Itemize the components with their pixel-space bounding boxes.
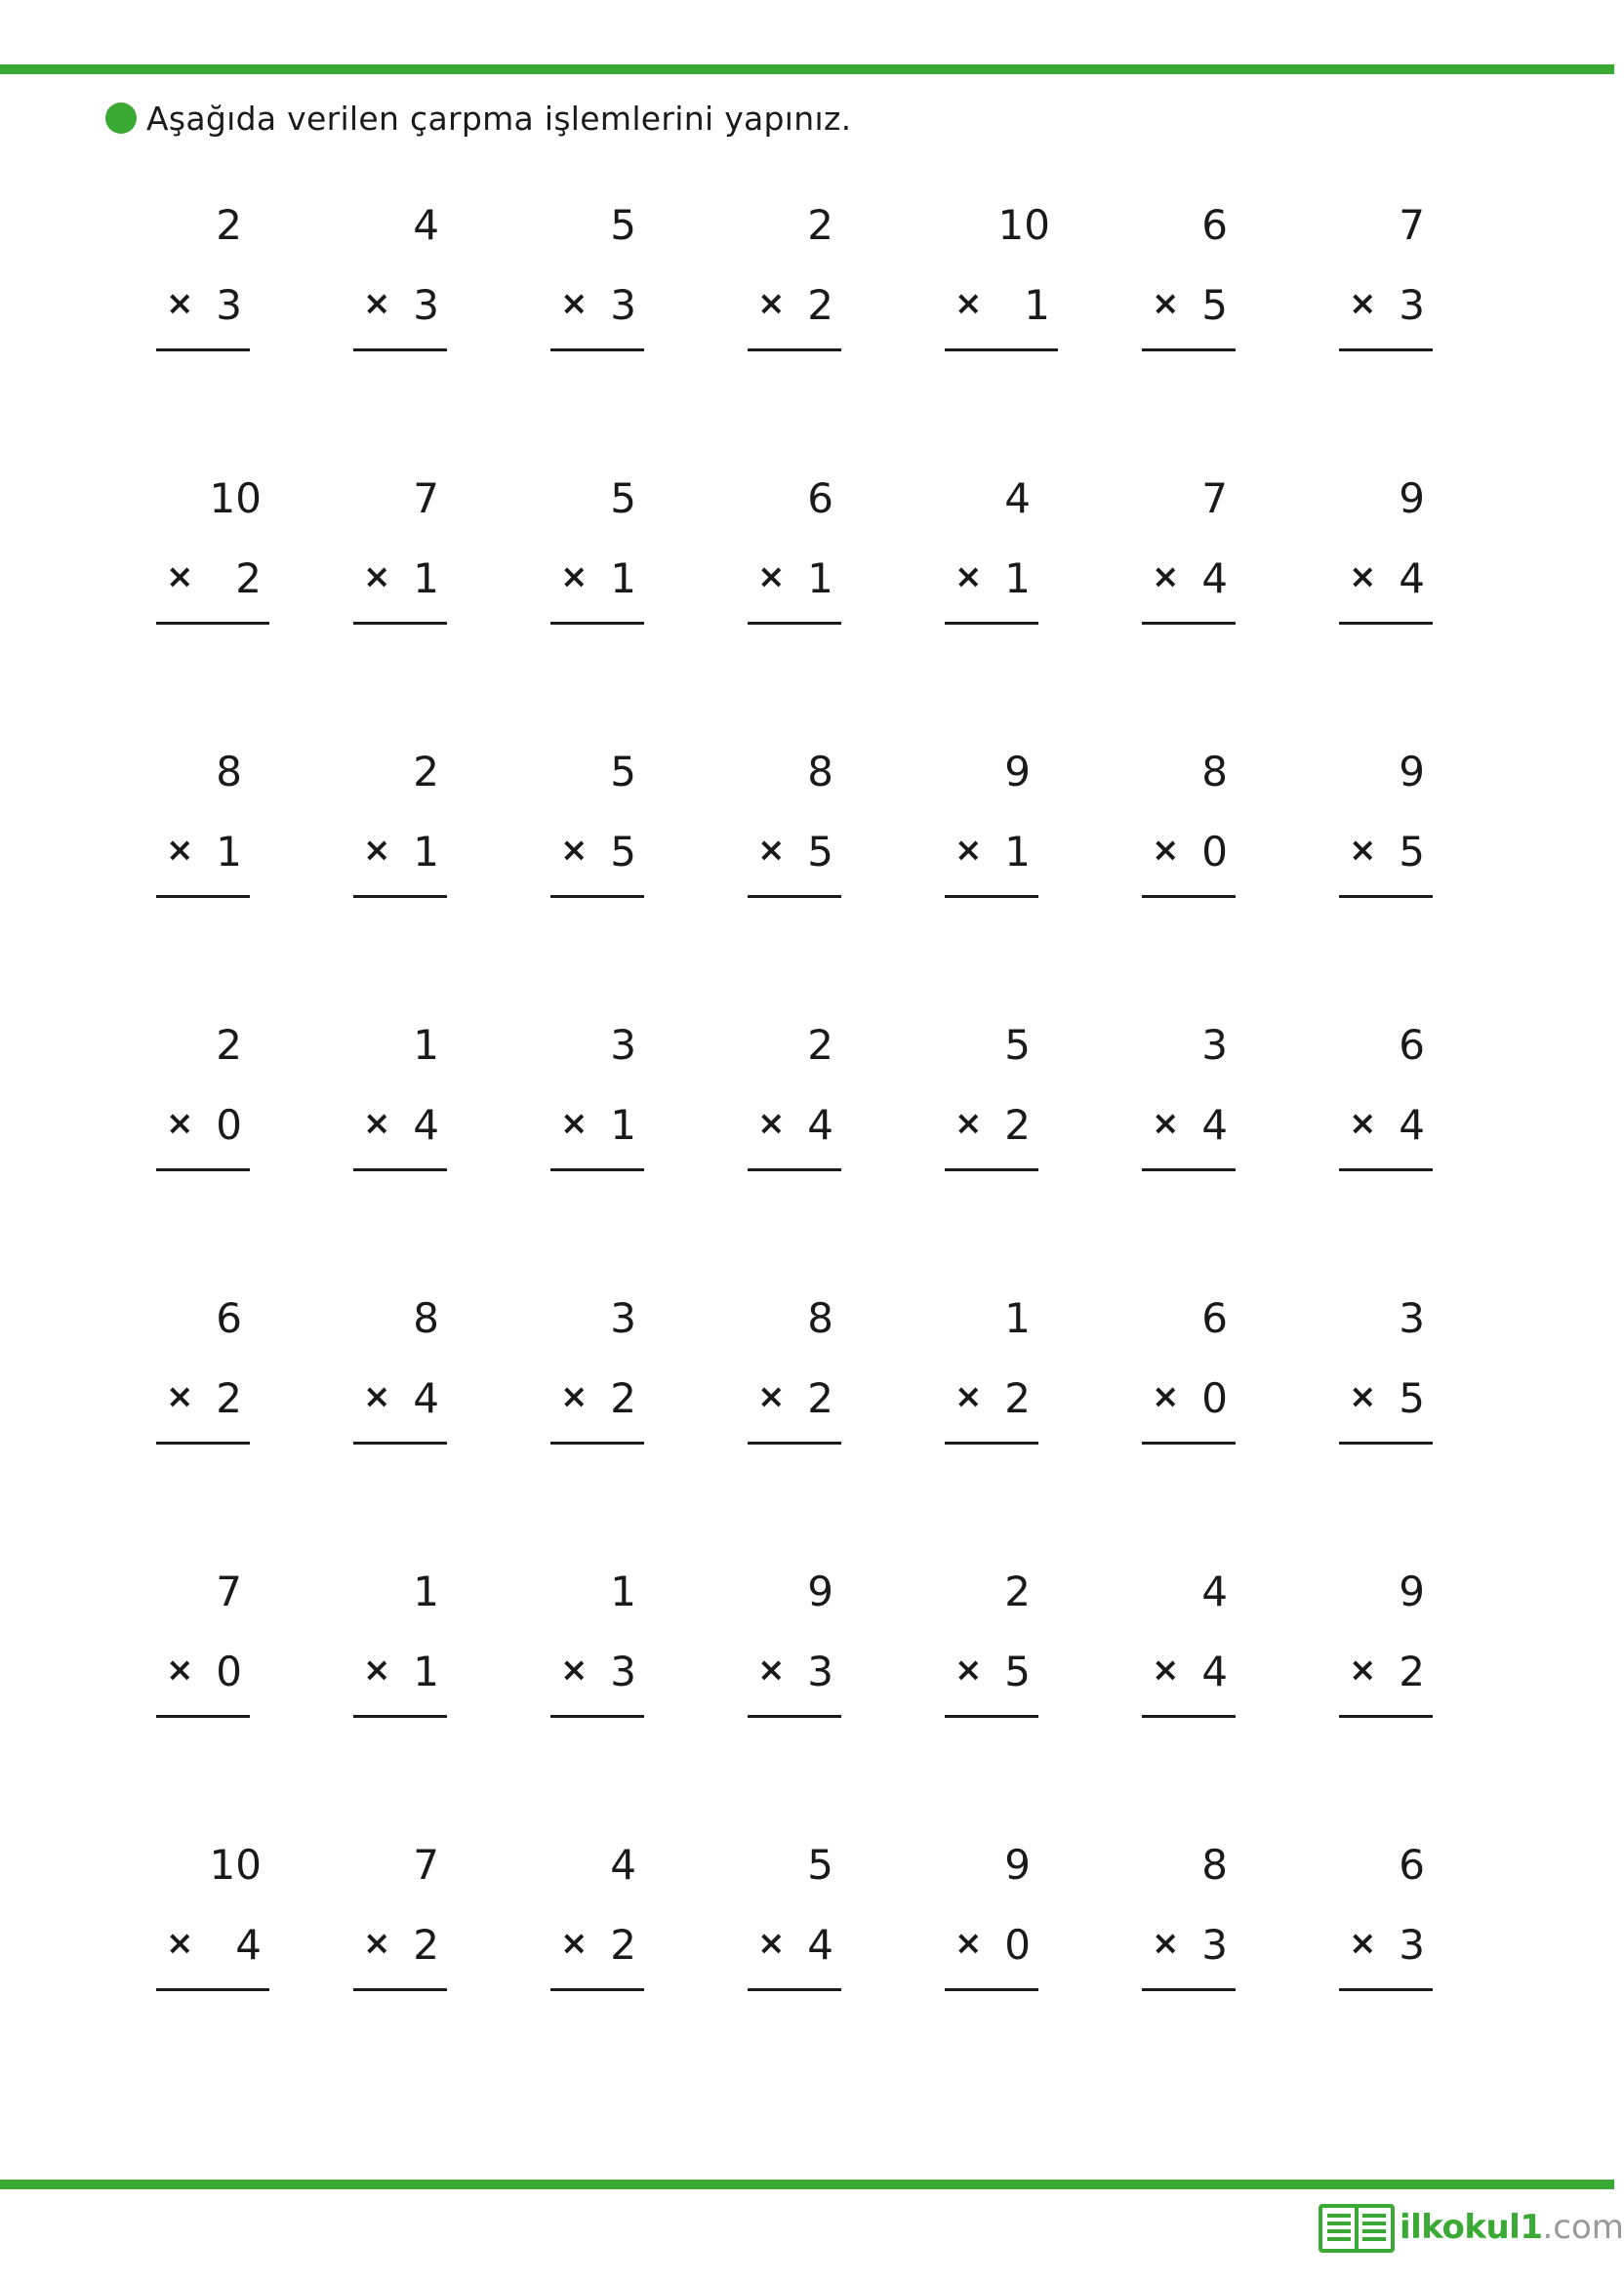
multiplicand: 10	[209, 1841, 262, 1889]
multiplicand: 1	[413, 1568, 439, 1615]
multiplication-problem	[156, 748, 250, 898]
multiplier: 4	[1399, 554, 1425, 602]
answer-line	[748, 1168, 841, 1171]
multiplication-problem	[1339, 474, 1433, 625]
times-sign: ×	[1349, 557, 1377, 596]
multiplicand: 2	[807, 201, 833, 249]
answer-line	[156, 1442, 250, 1445]
multiplicand: 2	[1004, 1568, 1031, 1615]
answer-line	[353, 1168, 447, 1171]
answer-line	[1142, 1988, 1236, 1991]
multiplication-problem	[353, 474, 447, 625]
answer-line	[550, 348, 644, 351]
answer-line	[945, 1442, 1038, 1445]
multiplication-problem	[353, 748, 447, 898]
multiplier: 1	[216, 828, 242, 876]
multiplicand: 8	[216, 748, 242, 795]
multiplier: 4	[1399, 1101, 1425, 1149]
multiplication-problem	[550, 1568, 644, 1718]
multiplication-problem	[550, 1294, 644, 1445]
answer-line	[156, 895, 250, 898]
multiplication-problem	[1339, 1294, 1433, 1445]
answer-line	[1339, 622, 1433, 625]
times-sign: ×	[560, 1651, 589, 1690]
multiplicand: 6	[216, 1294, 242, 1342]
multiplication-problem	[353, 1294, 447, 1445]
multiplicand: 6	[807, 474, 833, 522]
answer-line	[748, 1715, 841, 1718]
times-sign: ×	[166, 831, 194, 870]
answer-line	[945, 348, 1058, 351]
multiplier: 3	[1201, 1921, 1228, 1969]
multiplier: 2	[413, 1921, 439, 1969]
multiplicand: 5	[610, 474, 636, 522]
site-logo	[1318, 2200, 1624, 2255]
logo-name: ilkokul1	[1400, 2208, 1543, 2247]
answer-line	[353, 1715, 447, 1718]
multiplication-problem	[748, 1021, 841, 1171]
multiplier: 4	[413, 1101, 439, 1149]
multiplicand: 4	[1201, 1568, 1228, 1615]
answer-line	[1142, 622, 1236, 625]
answer-line	[748, 1442, 841, 1445]
times-sign: ×	[757, 1924, 786, 1963]
times-sign: ×	[1349, 831, 1377, 870]
times-sign: ×	[166, 557, 194, 596]
multiplicand: 8	[807, 1294, 833, 1342]
times-sign: ×	[166, 1924, 194, 1963]
multiplier: 0	[216, 1101, 242, 1149]
multiplication-problem	[945, 1021, 1038, 1171]
multiplicand: 1	[1004, 1294, 1031, 1342]
answer-line	[353, 1442, 447, 1445]
times-sign: ×	[757, 284, 786, 323]
multiplication-problem	[945, 1568, 1038, 1718]
multiplicand: 8	[413, 1294, 439, 1342]
answer-line	[1142, 895, 1236, 898]
answer-line	[1339, 1715, 1433, 1718]
answer-line	[1339, 895, 1433, 898]
answer-line	[945, 1168, 1038, 1171]
times-sign: ×	[757, 1651, 786, 1690]
times-sign: ×	[363, 1104, 391, 1143]
multiplier: 1	[610, 1101, 636, 1149]
multiplication-problem	[156, 1568, 250, 1718]
logo-tld: .com	[1542, 2208, 1624, 2247]
multiplier: 2	[235, 554, 262, 602]
multiplication-problem	[1142, 1294, 1236, 1445]
multiplier: 2	[610, 1921, 636, 1969]
multiplier: 4	[413, 1374, 439, 1422]
multiplicand: 7	[413, 1841, 439, 1889]
multiplicand: 7	[1399, 201, 1425, 249]
answer-line	[550, 1988, 644, 1991]
multiplicand: 10	[997, 201, 1050, 249]
multiplicand: 9	[1399, 474, 1425, 522]
answer-line	[550, 895, 644, 898]
answer-line	[748, 622, 841, 625]
times-sign: ×	[363, 1377, 391, 1416]
multiplier: 2	[610, 1374, 636, 1422]
multiplier: 2	[807, 281, 833, 329]
times-sign: ×	[954, 1104, 983, 1143]
times-sign: ×	[1349, 1377, 1377, 1416]
times-sign: ×	[757, 831, 786, 870]
multiplication-problem	[1339, 1841, 1433, 1991]
multiplicand: 6	[1201, 201, 1228, 249]
answer-line	[353, 348, 447, 351]
times-sign: ×	[1152, 1651, 1180, 1690]
answer-line	[1142, 1715, 1236, 1718]
multiplicand: 5	[1004, 1021, 1031, 1069]
multiplication-problem	[156, 201, 250, 351]
multiplication-problem	[1142, 1841, 1236, 1991]
multiplication-problem	[1142, 1021, 1236, 1171]
answer-line	[945, 622, 1038, 625]
multiplicand: 7	[1201, 474, 1228, 522]
times-sign: ×	[1152, 284, 1180, 323]
answer-line	[748, 1988, 841, 1991]
multiplier: 1	[610, 554, 636, 602]
multiplier: 3	[413, 281, 439, 329]
multiplier: 3	[1399, 281, 1425, 329]
multiplier: 3	[1399, 1921, 1425, 1969]
times-sign: ×	[1152, 557, 1180, 596]
answer-line	[550, 1715, 644, 1718]
times-sign: ×	[954, 831, 983, 870]
times-sign: ×	[166, 284, 194, 323]
times-sign: ×	[560, 284, 589, 323]
multiplier: 3	[610, 281, 636, 329]
multiplication-problem	[1339, 1021, 1433, 1171]
answer-line	[1142, 1442, 1236, 1445]
multiplication-problem	[156, 1021, 250, 1171]
multiplier: 4	[1201, 1648, 1228, 1695]
multiplication-problem	[156, 1294, 250, 1445]
answer-line	[550, 1168, 644, 1171]
multiplication-problem	[1339, 748, 1433, 898]
multiplication-problem	[550, 1021, 644, 1171]
answer-line	[1339, 1988, 1433, 1991]
times-sign: ×	[363, 557, 391, 596]
times-sign: ×	[757, 557, 786, 596]
multiplication-problem	[1142, 1568, 1236, 1718]
multiplicand: 4	[610, 1841, 636, 1889]
multiplication-problem	[1142, 201, 1236, 351]
multiplication-problem	[156, 474, 269, 625]
times-sign: ×	[560, 1104, 589, 1143]
instruction-text: Aşağıda verilen çarpma işlemlerini yapınız.	[146, 99, 852, 138]
multiplication-problem	[748, 1841, 841, 1991]
multiplier: 2	[216, 1374, 242, 1422]
multiplier: 5	[610, 828, 636, 876]
multiplicand: 2	[216, 201, 242, 249]
multiplicand: 6	[1399, 1021, 1425, 1069]
answer-line	[353, 622, 447, 625]
multiplier: 3	[610, 1648, 636, 1695]
multiplier: 0	[1201, 1374, 1228, 1422]
multiplicand: 6	[1399, 1841, 1425, 1889]
multiplicand: 9	[1399, 748, 1425, 795]
multiplicand: 7	[413, 474, 439, 522]
multiplicand: 9	[1004, 748, 1031, 795]
multiplication-problem	[353, 1021, 447, 1171]
multiplier: 2	[1399, 1648, 1425, 1695]
multiplicand: 9	[1399, 1568, 1425, 1615]
answer-line	[156, 348, 250, 351]
multiplicand: 4	[1004, 474, 1031, 522]
answer-line	[945, 1988, 1038, 1991]
multiplier: 4	[807, 1101, 833, 1149]
multiplier: 0	[1201, 828, 1228, 876]
multiplier: 4	[1201, 1101, 1228, 1149]
multiplier: 4	[1201, 554, 1228, 602]
multiplicand: 8	[1201, 748, 1228, 795]
multiplication-problem	[945, 748, 1038, 898]
multiplicand: 5	[610, 201, 636, 249]
multiplicand: 8	[1201, 1841, 1228, 1889]
multiplicand: 5	[610, 748, 636, 795]
multiplication-problem	[748, 1294, 841, 1445]
multiplicand: 3	[610, 1021, 636, 1069]
multiplication-problem	[945, 1841, 1038, 1991]
answer-line	[1142, 1168, 1236, 1171]
times-sign: ×	[1349, 284, 1377, 323]
multiplicand: 8	[807, 748, 833, 795]
multiplier: 4	[235, 1921, 262, 1969]
times-sign: ×	[363, 1651, 391, 1690]
times-sign: ×	[757, 1104, 786, 1143]
answer-line	[748, 348, 841, 351]
multiplier: 1	[413, 1648, 439, 1695]
multiplicand: 4	[413, 201, 439, 249]
multiplier: 3	[807, 1648, 833, 1695]
times-sign: ×	[560, 1924, 589, 1963]
times-sign: ×	[954, 284, 983, 323]
multiplier: 5	[1201, 281, 1228, 329]
times-sign: ×	[1152, 831, 1180, 870]
multiplication-problem	[353, 1841, 447, 1991]
answer-line	[550, 1442, 644, 1445]
answer-line	[1339, 1168, 1433, 1171]
multiplicand: 10	[209, 474, 262, 522]
times-sign: ×	[954, 1924, 983, 1963]
times-sign: ×	[560, 1377, 589, 1416]
multiplicand: 1	[610, 1568, 636, 1615]
answer-line	[945, 895, 1038, 898]
multiplication-problem	[550, 1841, 644, 1991]
answer-line	[945, 1715, 1038, 1718]
times-sign: ×	[166, 1104, 194, 1143]
times-sign: ×	[560, 831, 589, 870]
times-sign: ×	[166, 1651, 194, 1690]
times-sign: ×	[1349, 1651, 1377, 1690]
multiplicand: 5	[807, 1841, 833, 1889]
answer-line	[353, 895, 447, 898]
answer-line	[156, 622, 269, 625]
answer-line	[1339, 1442, 1433, 1445]
multiplier: 5	[807, 828, 833, 876]
multiplicand: 9	[1004, 1841, 1031, 1889]
times-sign: ×	[757, 1377, 786, 1416]
multiplicand: 9	[807, 1568, 833, 1615]
multiplier: 1	[413, 554, 439, 602]
times-sign: ×	[363, 284, 391, 323]
multiplication-problem	[156, 1841, 269, 1991]
multiplication-problem	[550, 748, 644, 898]
multiplier: 4	[807, 1921, 833, 1969]
times-sign: ×	[954, 557, 983, 596]
answer-line	[156, 1988, 269, 1991]
multiplier: 0	[216, 1648, 242, 1695]
answer-line	[156, 1168, 250, 1171]
multiplier: 1	[807, 554, 833, 602]
answer-line	[156, 1715, 250, 1718]
multiplication-problem	[1142, 748, 1236, 898]
multiplication-problem	[1142, 474, 1236, 625]
multiplier: 1	[1004, 554, 1031, 602]
multiplicand: 3	[1399, 1294, 1425, 1342]
multiplier: 1	[1004, 828, 1031, 876]
multiplier: 1	[413, 828, 439, 876]
multiplier: 0	[1004, 1921, 1031, 1969]
multiplicand: 2	[807, 1021, 833, 1069]
times-sign: ×	[1349, 1104, 1377, 1143]
multiplication-problem	[1339, 201, 1433, 351]
multiplier: 5	[1399, 828, 1425, 876]
times-sign: ×	[363, 1924, 391, 1963]
bottom-divider	[0, 2180, 1614, 2189]
multiplication-problem	[945, 1294, 1038, 1445]
multiplicand: 7	[216, 1568, 242, 1615]
multiplicand: 3	[1201, 1021, 1228, 1069]
multiplication-problem	[945, 474, 1038, 625]
multiplicand: 3	[610, 1294, 636, 1342]
multiplier: 1	[1024, 281, 1050, 329]
times-sign: ×	[1349, 1924, 1377, 1963]
multiplier: 2	[807, 1374, 833, 1422]
multiplier: 5	[1399, 1374, 1425, 1422]
open-book-icon	[1318, 2200, 1396, 2255]
answer-line	[1142, 348, 1236, 351]
multiplicand: 6	[1201, 1294, 1228, 1342]
times-sign: ×	[560, 557, 589, 596]
times-sign: ×	[1152, 1377, 1180, 1416]
multiplication-problem	[748, 201, 841, 351]
answer-line	[550, 622, 644, 625]
multiplication-problem	[1339, 1568, 1433, 1718]
multiplier: 3	[216, 281, 242, 329]
answer-line	[353, 1988, 447, 1991]
multiplicand: 1	[413, 1021, 439, 1069]
multiplication-problem	[550, 201, 644, 351]
answer-line	[748, 895, 841, 898]
times-sign: ×	[1152, 1924, 1180, 1963]
multiplication-problem	[748, 474, 841, 625]
answer-line	[1339, 348, 1433, 351]
times-sign: ×	[1152, 1104, 1180, 1143]
multiplicand: 2	[413, 748, 439, 795]
multiplication-problem	[748, 748, 841, 898]
multiplication-problem	[748, 1568, 841, 1718]
times-sign: ×	[166, 1377, 194, 1416]
multiplication-problem	[550, 474, 644, 625]
times-sign: ×	[954, 1377, 983, 1416]
times-sign: ×	[363, 831, 391, 870]
multiplier: 2	[1004, 1101, 1031, 1149]
multiplication-problem	[353, 1568, 447, 1718]
times-sign: ×	[954, 1651, 983, 1690]
multiplier: 5	[1004, 1648, 1031, 1695]
multiplicand: 2	[216, 1021, 242, 1069]
multiplier: 2	[1004, 1374, 1031, 1422]
multiplication-problem	[353, 201, 447, 351]
multiplication-problem	[945, 201, 1058, 351]
